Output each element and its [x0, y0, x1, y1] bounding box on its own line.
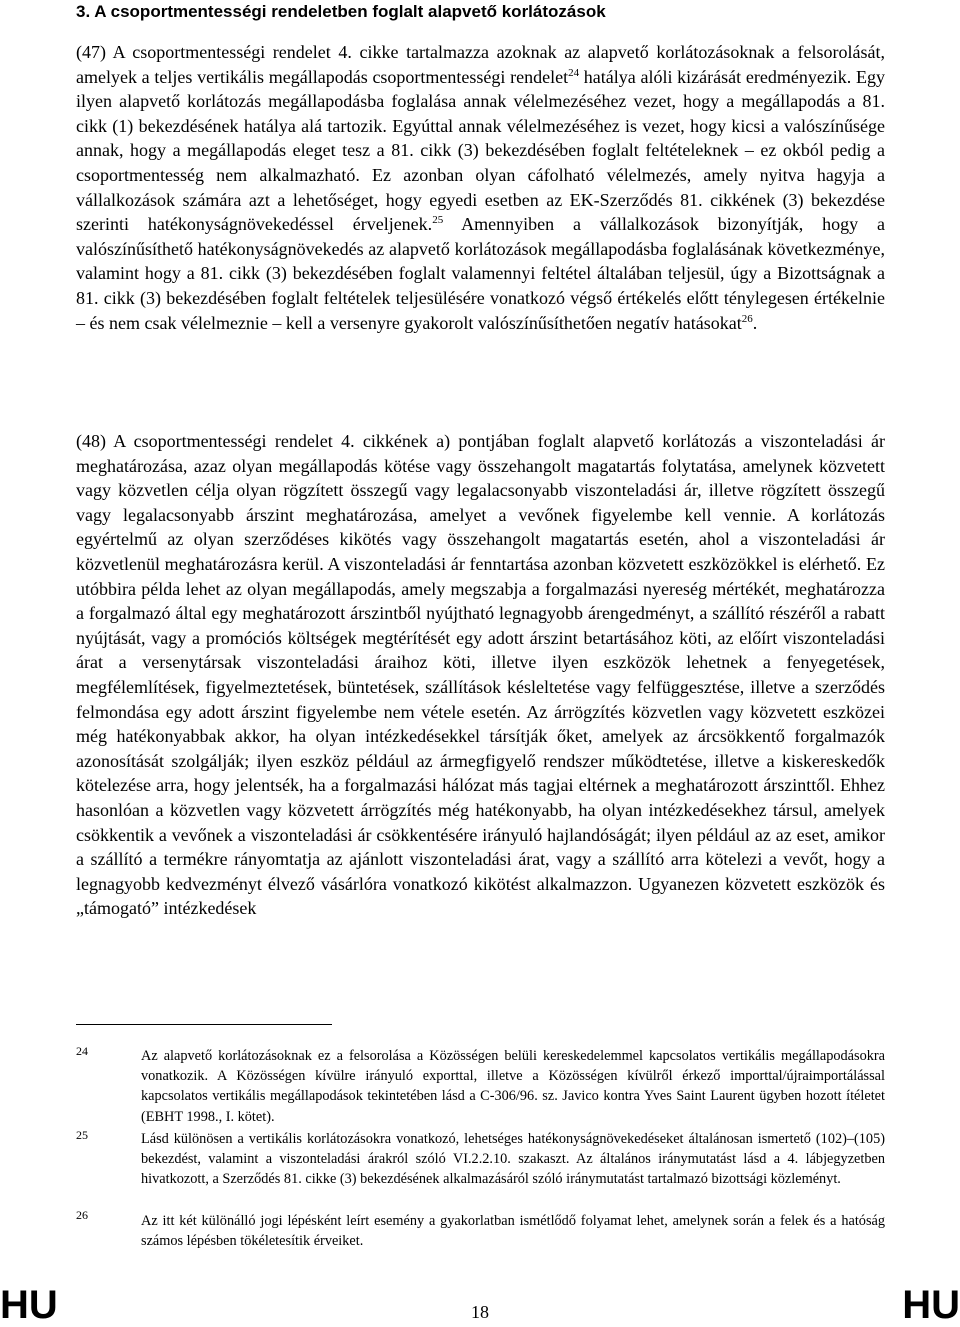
footnote-ref-26[interactable]: 26	[741, 312, 753, 325]
footnote-number-25: 25	[76, 1128, 88, 1142]
footnote-ref-24[interactable]: 24	[568, 66, 580, 79]
footnote-text-26: Az itt két különálló jogi lépésként leírt esemény a gyakorlatban ismétlődő folyamat lehet, amelynek során a felek és a hatóság számos lépésben tökéletesítik érveiket.	[141, 1213, 885, 1250]
footer-language-right: HU	[902, 1283, 960, 1327]
footnote-separator	[76, 1024, 332, 1025]
footnote-ref-25[interactable]: 25	[432, 214, 444, 227]
paragraph-47-text: .	[752, 312, 758, 333]
footnote-number-24: 24	[76, 1044, 88, 1058]
footnote-text-24: Az alapvető korlátozásoknak ez a felsorolása a Közösségen belüli kereskedelemmel kapcsolatos vertikális megállapodásokra vonatkozik. A Közösségen kívülre irányuló exporttal, illetve a Közösségen kívülről érkező importtal/újraimportálással kapcsolatos vertikális megállapodások tekintetében lásd a C-306/96. sz. Javico kontra Yves Saint Laurent ügyben hozott ítéletet (EBHT 1998., I. kötet).	[141, 1048, 885, 1125]
paragraph-47	[76, 40, 885, 335]
footnote-number-26: 26	[76, 1208, 88, 1222]
paragraph-48: (48) A csoportmentességi rendelet 4. cikkének a) pontjában foglalt alapvető korlátozás a viszonteladási ár meghatározása, azaz olyan megállapodás kötése vagy összehangolt magatartás folytatása, amelynek közvetett vagy közvetlen célja olyan rögzített összegű vagy legalacsonyabb viszonteladási ár, illetve rögzített összegű vagy legalacsonyabb árszint meghatározása, amelyet a vevőnek figyelembe kell vennie. A korlátozás egyértelmű az olyan szerződéses kikötés vagy összehangolt magatartás esetén, ahol a viszonteladási ár közvetlenül meghatározásra kerül. A viszonteladási ár fenntartása azonban közvetett eszközökkel is elérhető. Ez utóbbira példa lehet az olyan megállapodás, amely megszabja a forgalmazási nyereség mértékét, meghatározza a forgalmazó által egy meghatározott árszintből nyújtható legnagyobb árengedményt, a szállító részéről a rabatt nyújtását, vagy a promóciós költségek megtérítését egy adott árszint betartásához köti, az előírt viszonteladási árat a versenytársak viszonteladási áraihoz köti, illetve ilyen eszközök lehetnek a fenyegetések, megfélemlítések, figyelmeztetések, büntetések, szállítások késleltetése vagy felfüggesztése, illetve a szerződés felmondása egy adott árszint figyelembe nem vétele esetén. Az árrögzítés közvetlen vagy közvetett eszközei még hatékonyabbak akkor, ha olyan intézkedésekkel társítják őket, amelyek az árcsökkentő forgalmazók azonosítását szolgálják; ilyen eszköz például az ármegfigyelő rendszer működtetése, illetve a kiskereskedők kötelezése arra, hogy jelentsék, ha a forgalmazási hálózat más tagjai eltérnek a meghatározott árszinttől. Ehhez hasonlóan a közvetlen vagy közvetett árrögzítés még hatékonyabb, ha olyan intézkedésekhez társul, amelyek csökkentik a vevőnek a viszonteladási ár csökkentésére irányuló hajlandóságát; ilyen például az az eset, amikor a szállító a termékre rányomtatja az ajánlott viszonteladási árat, vagy a szállító arra kötelezi a vevőt, hogy a legnagyobb kedvezményt élvező vásárlóra vonatkozó kikötést alkalmazzon. Ugyanezen közvetett eszközök és „támogató” intézkedések	[76, 431, 885, 919]
section-heading: 3. A csoportmentességi rendeletben foglalt alapvető korlátozások	[76, 2, 606, 21]
paragraph-47-text: Amennyiben a vállalkozások bizonyítják, hogy a valószínűsíthető hatékonyságnövekedés az alapvető korlátozások megállapodásba foglalásának következménye, valamint hogy a 81. cikk (3) bekezdésében foglalt valamennyi feltétel általában teljesül, úgy a Bizottságnak a 81. cikk (3) bekezdésében foglalt feltételek teljesülésére vonatkozó végső értékelés előtt ténylegesen értékelnie – és nem csak vélelmeznie – kell a versenyre gyakorolt valószínűsíthetően negatív hatásokat	[76, 214, 886, 333]
footer-language-left: HU	[0, 1283, 58, 1327]
footnote-text-25: Lásd különösen a vertikális korlátozásokra vonatkozó, lehetséges hatékonyságnövekedéseket általánosan ismertető (102)–(105) bekezdést, valamint a viszonteladási árakról szóló VI.2.2.10. szakaszt. Az általános iránymutatást lásd a 4. lábjegyzetben hivatkozott, a Szerződés 81. cikke (3) bekezdésének alkalmazásáról szóló iránymutatást tartalmazó bizottsági közleményt.	[141, 1131, 885, 1188]
paragraph-47-text: hatálya alóli kizárását eredményezik. Egy ilyen alapvető korlátozás megállapodásba foglalása annak vélelmezéséhez vezet, hogy a megállapodás a 81. cikk (1) bekezdésének hatálya alá tartozik. Egyúttal annak vélelmezéséhez is vezet, hogy kicsi a valószínűsége annak, hogy a megállapodás eleget tesz a 81. cikk (3) bekezdésében foglalt feltételeknek – ez okból pedig a csoportmentesség nem alkalmazható. Ez azonban olyan cáfolható vélelmezés, amely nyitva hagyja a vállalkozások számára azt a lehetőséget, hogy egyedi esetben az EK-Szerződés 81. cikkének (3) bekezdése szerinti hatékonyságnövekedéssel érveljenek.	[76, 66, 886, 235]
paragraph-47-text: (47) A csoportmentességi rendelet 4. cikke tartalmazza azoknak az alapvető korlátozásoknak a felsorolását, amelyek a teljes vertikális megállapodás csoportmentességi rendelet	[76, 42, 885, 87]
page-number: 18	[471, 1302, 489, 1322]
